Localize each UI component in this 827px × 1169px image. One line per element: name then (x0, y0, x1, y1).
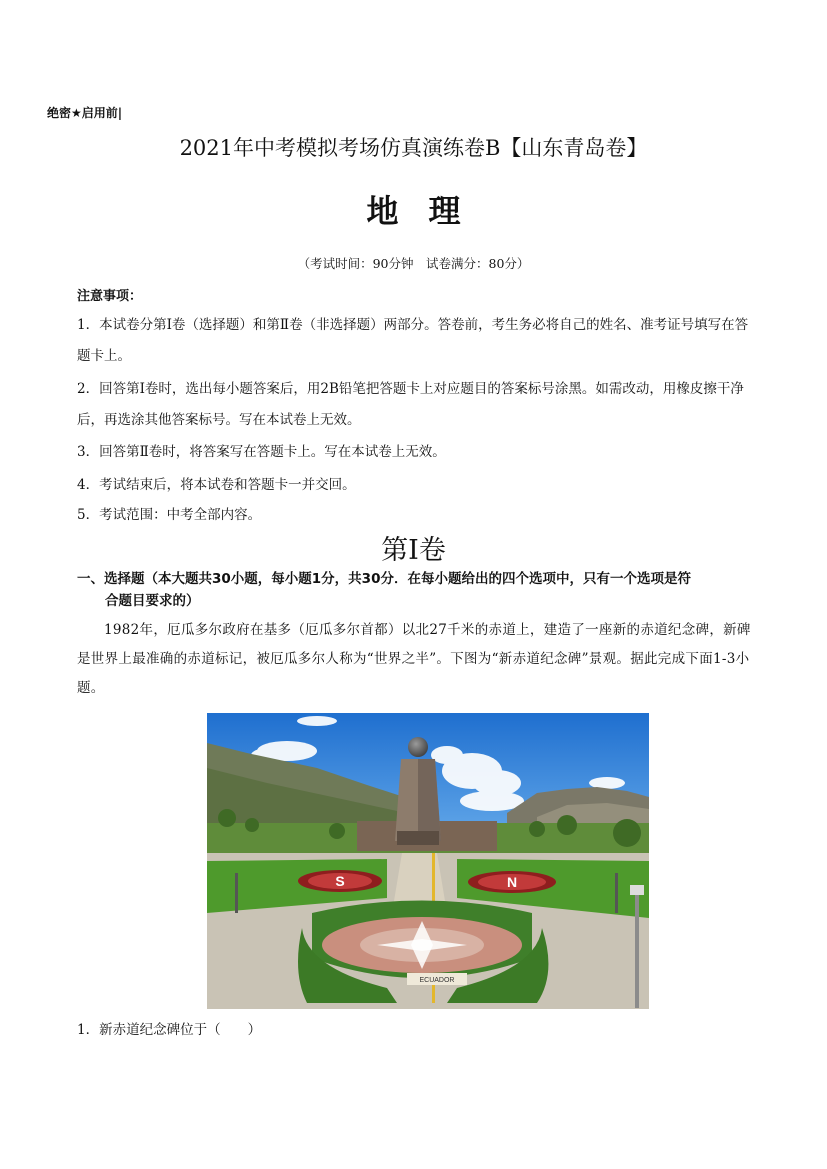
notice-item-2: 2．回答第Ⅰ卷时，选出每小题答案后，用2B铅笔把答题卡上对应题目的答案标号涂黑。如需改动，用橡皮擦干净后，再选涂其他答案标号。写在本试卷上无效。 (77, 381, 744, 428)
subject-title: 地理 (366, 192, 491, 230)
section-heading-line1: 一、选择题（本大题共30小题，每小题1分，共30分．在每小题给出的四个选项中，只有一个选项是符 (77, 571, 691, 587)
question-1: 1．新赤道纪念碑位于（ ） (77, 1022, 262, 1038)
section-heading-line2: 合题目要求的） (105, 593, 200, 609)
plaza-letter-n: N (506, 874, 518, 890)
equator-monument-photo (207, 713, 649, 1009)
question-intro-paragraph: 1982年，厄瓜多尔政府在基多（厄瓜多尔首都）以北27千米的赤道上，建造了一座新的赤道纪念碑，新碑是世界上最准确的赤道标记，被厄瓜多尔人称为“世界之半”。下图为“新赤道纪念碑”景观。据此完成下面1-3小题。 (77, 622, 751, 696)
section-heading (77, 568, 757, 612)
exam-title: 2021年中考模拟考场仿真演练卷B【山东青岛卷】 (179, 136, 648, 160)
notice-item-3: 3．回答第Ⅱ卷时，将答案写在答题卡上。写在本试卷上无效。 (77, 444, 446, 460)
exam-time-info: （考试时间：90分钟 试卷满分：80分） (297, 256, 530, 271)
confidential-mark: 绝密★启用前| (47, 106, 123, 120)
photo-plaque-text: ECUADOR (419, 977, 455, 984)
volume-title: 第Ⅰ卷 (381, 535, 446, 566)
notice-item-5: 5．考试范围：中考全部内容。 (77, 507, 262, 523)
notice-item-4: 4．考试结束后，将本试卷和答题卡一并交回。 (77, 477, 356, 493)
notice-heading: 注意事项： (77, 289, 143, 304)
notice-item-1: 1．本试卷分第Ⅰ卷（选择题）和第Ⅱ卷（非选择题）两部分。答卷前，考生务必将自己的姓名、准考证号填写在答题卡上。 (77, 317, 749, 364)
plaza-letter-s: S (335, 873, 345, 889)
